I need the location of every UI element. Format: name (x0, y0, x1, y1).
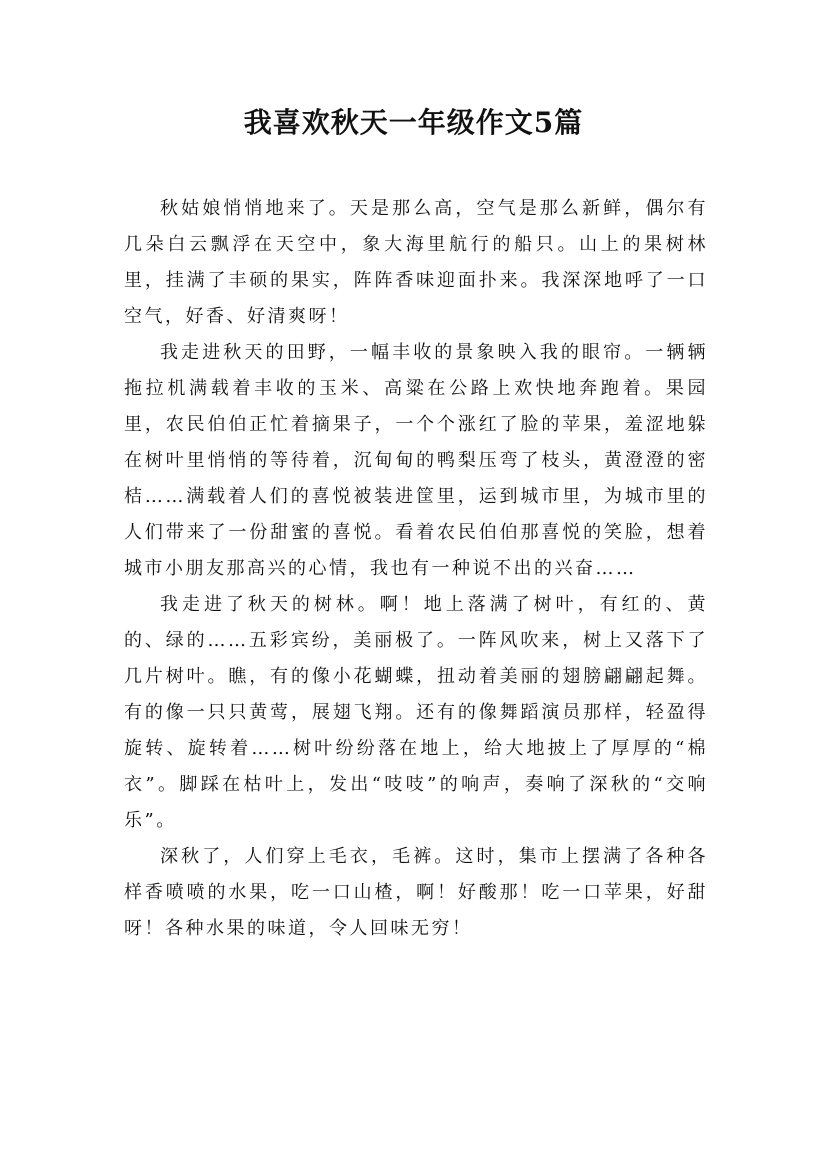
paragraph-3: 我走进了秋天的树林。啊！地上落满了树叶，有红的、黄的、绿的……五彩宾纷，美丽极了。一阵风吹来，树上又落下了几片树叶。瞧，有的像小花蝴蝶，扭动着美丽的翅膀翩翩起舞。有的像一只只黄莺，展翅飞翔。还有的像舞蹈演员那样，轻盈得旋转、旋转着……树叶纷纷落在地上，给大地披上了厚厚的“棉衣”。脚踩在枯叶上，发出“吱吱”的响声，奏响了深秋的“交响乐”。 (124, 594, 708, 831)
paragraph-1: 秋姑娘悄悄地来了。天是那么高，空气是那么新鲜，偶尔有几朵白云飘浮在天空中，象大海里航行的船只。山上的果树林里，挂满了丰硕的果实，阵阵香味迎面扑来。我深深地呼了一口空气，好香、好清爽呀！ (124, 198, 708, 327)
paragraph-4: 深秋了，人们穿上毛衣，毛裤。这时，集市上摆满了各种各样香喷喷的水果，吃一口山楂，啊！好酸那！吃一口苹果，好甜呀！各种水果的味道，令人回味无穷！ (124, 846, 708, 939)
paragraph-2: 我走进秋天的田野，一幅丰收的景象映入我的眼帘。一辆辆拖拉机满载着丰收的玉米、高粱在公路上欢快地奔跑着。果园里，农民伯伯正忙着摘果子，一个个涨红了脸的苹果，羞涩地躲在树叶里悄悄的等待着，沉甸甸的鸭梨压弯了枝头，黄澄澄的密桔……满载着人们的喜悦被装进筐里，运到城市里，为城市里的人们带来了一份甜蜜的喜悦。看着农民伯伯那喜悦的笑脸，想着城市小朋友那高兴的心情，我也有一种说不出的兴奋…… (124, 342, 708, 579)
document-body (124, 191, 708, 947)
document-title: 我喜欢秋天一年级作文5篇 (243, 106, 584, 139)
